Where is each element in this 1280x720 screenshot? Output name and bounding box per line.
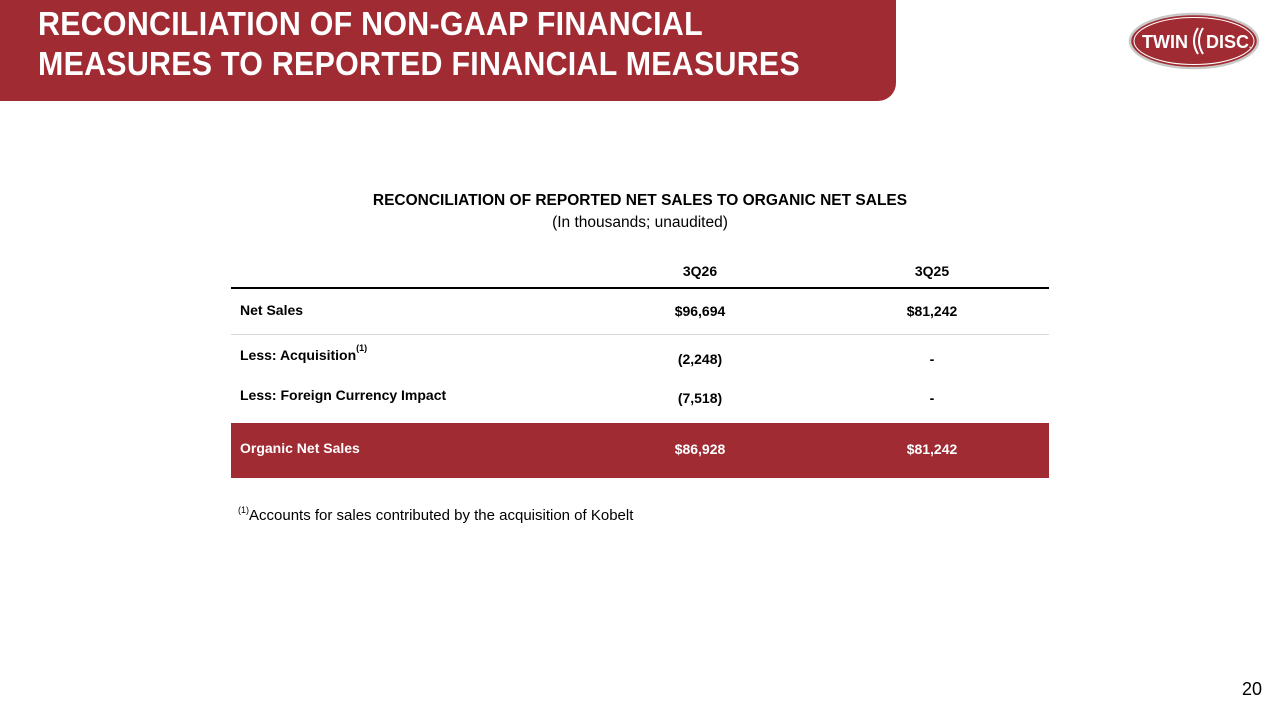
value-3q25: $81,242 — [906, 441, 958, 457]
table-row-foreign-currency — [231, 381, 1049, 423]
svg-text:.: . — [1249, 41, 1252, 50]
row-label-text: Less: Acquisition — [240, 347, 357, 363]
value-3q25: $81,242 — [906, 303, 958, 319]
page-title — [38, 4, 800, 84]
value-3q26: $96,694 — [674, 303, 726, 319]
table-header-row — [231, 254, 1049, 289]
row-label: Less: Foreign Currency Impact — [240, 387, 447, 403]
table-title: RECONCILIATION OF REPORTED NET SALES TO ORGANIC NET SALES — [372, 192, 908, 209]
row-label: Organic Net Sales — [240, 440, 360, 456]
footnote-text: Accounts for sales contributed by the acquisition of Kobelt — [249, 507, 634, 524]
footnote-marker: (1) — [356, 343, 368, 353]
reconciliation-table — [231, 254, 1049, 478]
footnote-marker: (1) — [238, 505, 249, 515]
value-3q25: - — [929, 390, 935, 406]
value-3q26: (7,518) — [677, 390, 723, 406]
page-title-line-2: MEASURES TO REPORTED FINANCIAL MEASURES — [38, 45, 800, 82]
page-number: 20 — [1241, 679, 1262, 699]
svg-text:DISC: DISC — [1206, 32, 1250, 52]
table-row-acquisition — [231, 335, 1049, 381]
svg-text:TWIN: TWIN — [1142, 32, 1188, 52]
table-row-organic-net-sales — [231, 423, 1049, 478]
row-label — [240, 343, 368, 363]
column-header-3q26: 3Q26 — [682, 263, 718, 279]
table-row-net-sales — [231, 289, 1049, 335]
header-banner — [0, 0, 896, 101]
table-subtitle: (In thousands; unaudited) — [552, 214, 728, 231]
footnote — [238, 507, 633, 524]
value-3q26: $86,928 — [674, 441, 726, 457]
value-3q26: (2,248) — [677, 351, 723, 367]
row-label: Net Sales — [240, 302, 304, 318]
column-header-3q25: 3Q25 — [914, 263, 950, 279]
value-3q25: - — [929, 351, 935, 367]
twin-disc-logo — [1128, 12, 1260, 70]
page-title-line-1: RECONCILIATION OF NON-GAAP FINANCIAL — [38, 5, 703, 42]
